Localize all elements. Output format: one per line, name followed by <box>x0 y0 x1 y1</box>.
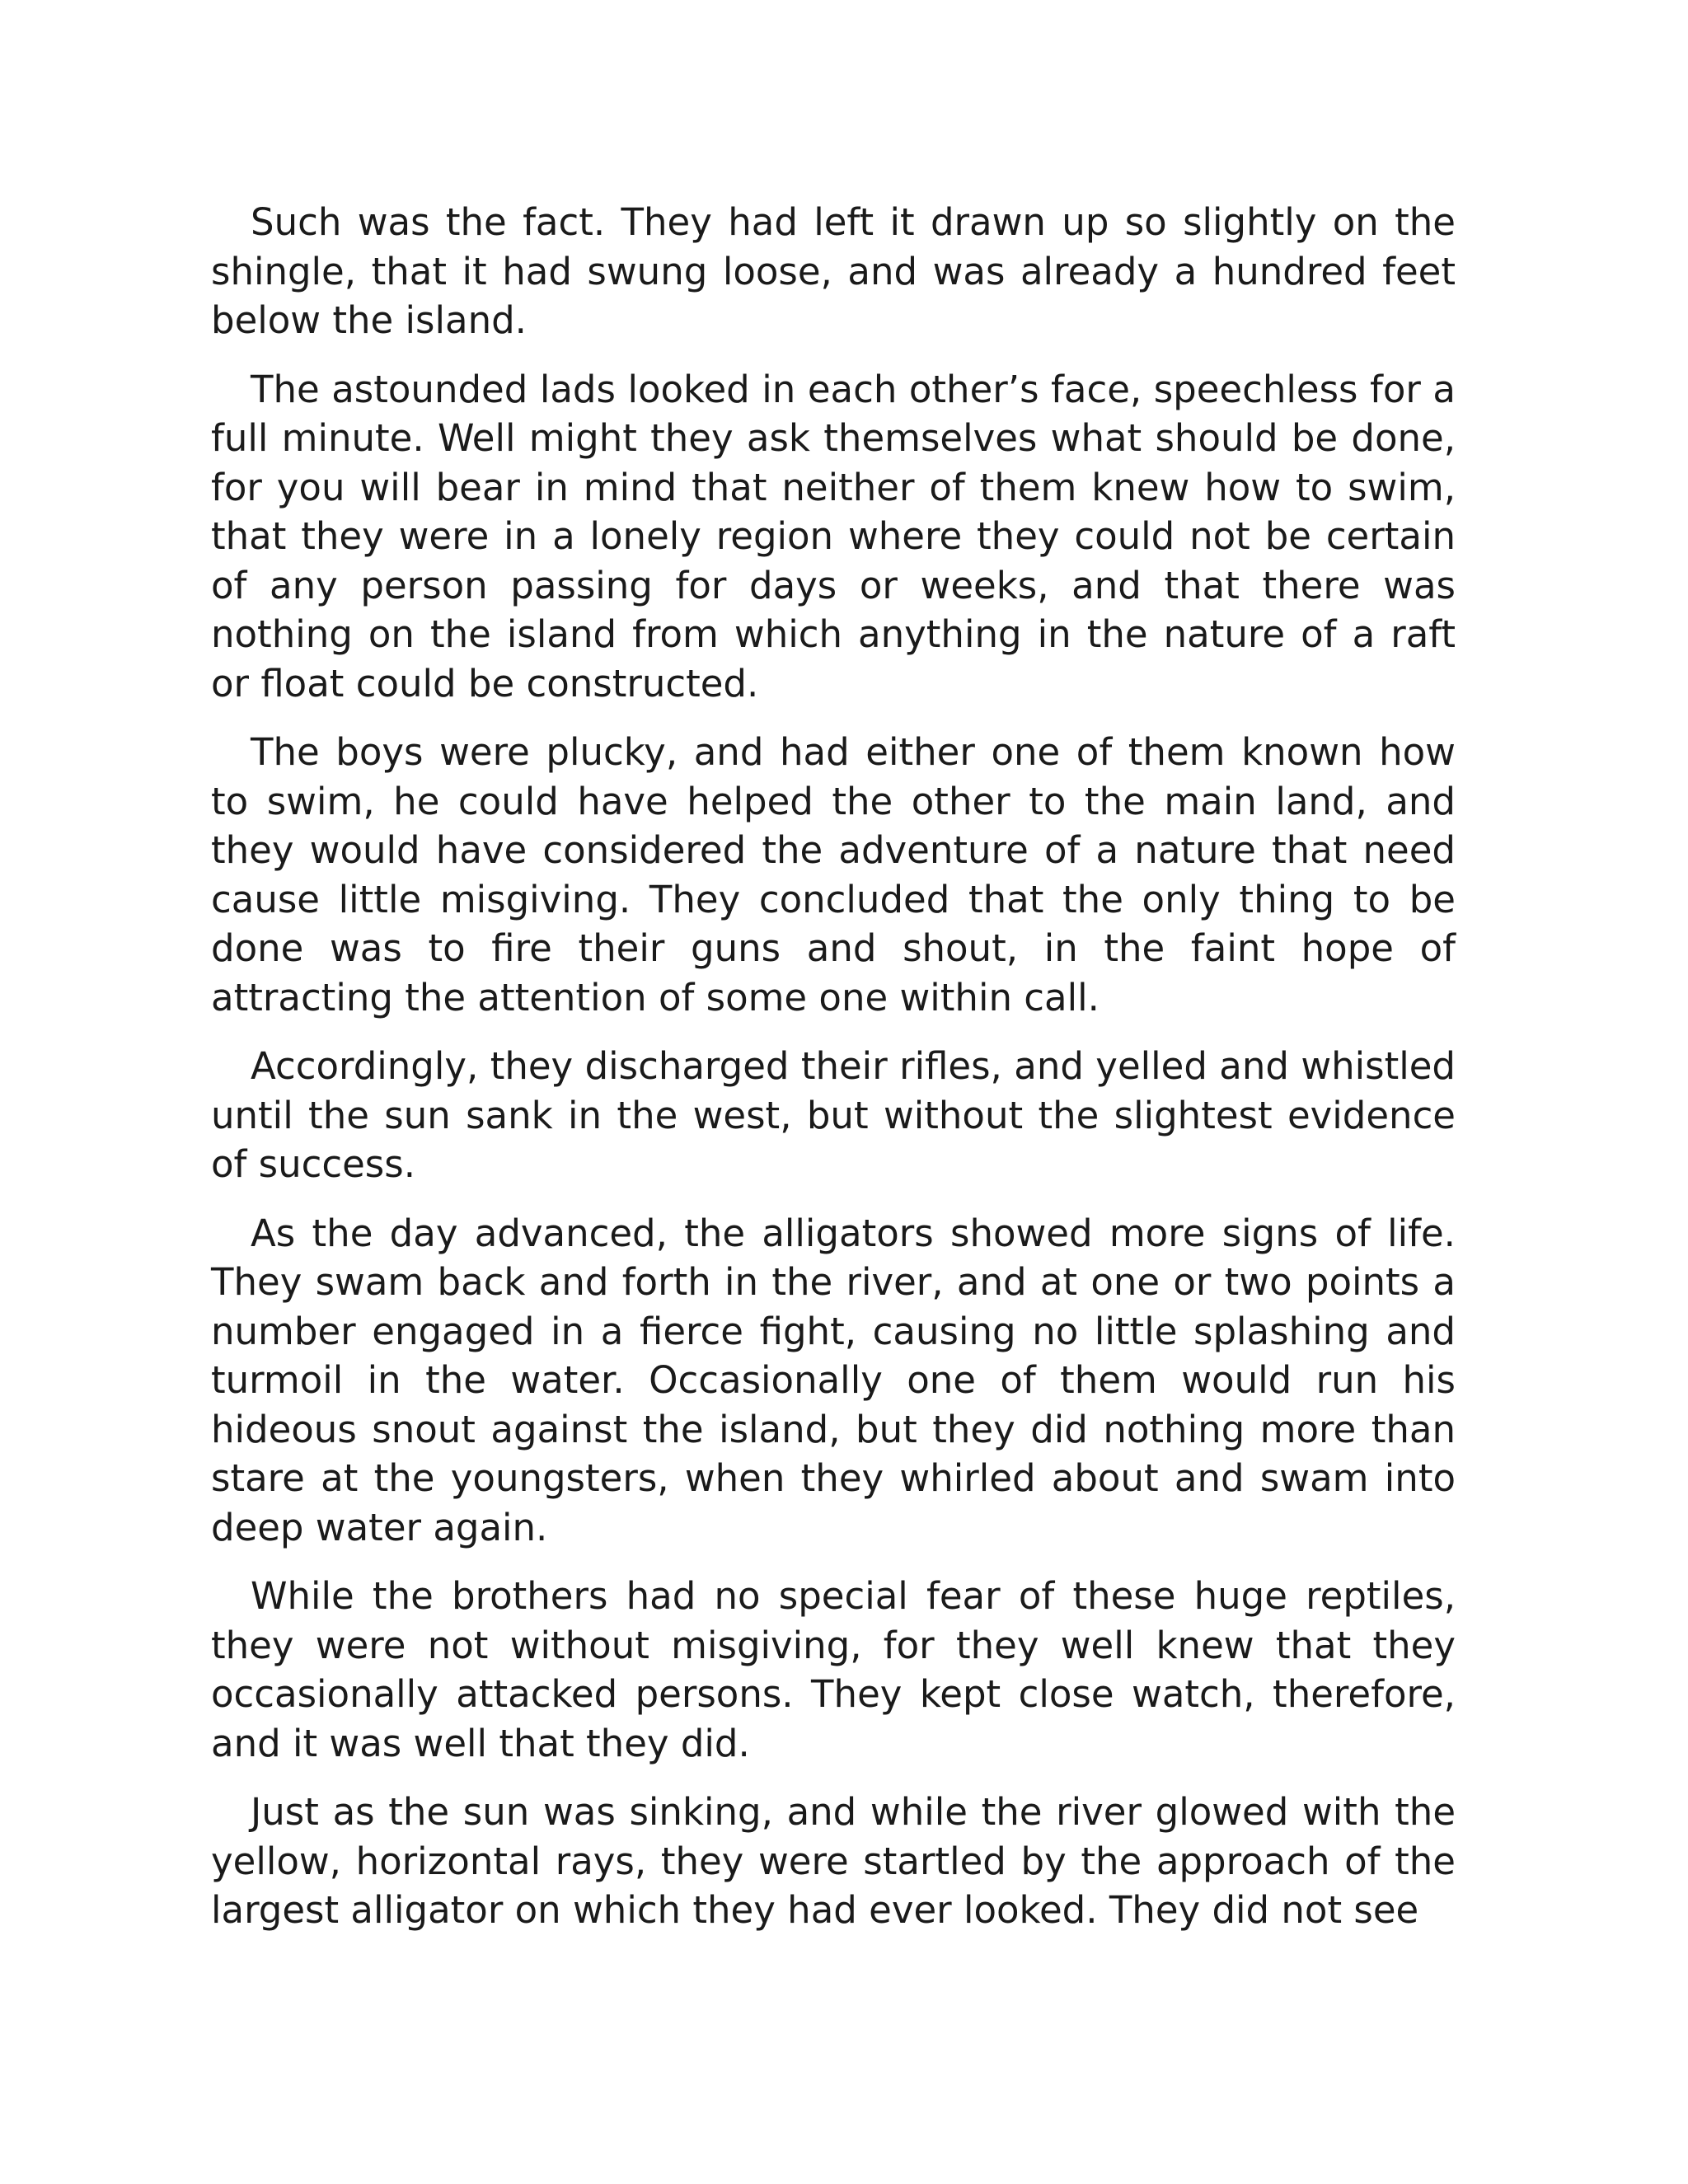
paragraph-7: Just as the sun was sinking, and while the river glowed with the yellow, horizontal rays, they were startled by the approach of the largest alligator on which they had ever looked. They did not see <box>211 1790 1456 1932</box>
paragraph-3: The boys were plucky, and had either one of them known how to swim, he could have helped the other to the main land, and they would have considered the adventure of a nature that need cause little misgiving. They concluded that the only thing to be done was to fire their guns and shout, in the faint hope of attracting the attention of some one within call. <box>211 730 1456 1019</box>
paragraph-5: As the day advanced, the alligators showed more signs of life. They swam back and forth in the river, and at one or two points a number engaged in a fierce fight, causing no little splashing and turmoil in the water. Occasionally one of them would run his hideous snout against the island, but they did nothing more than stare at the youngsters, when they whirled about and swam into deep water again. <box>211 1211 1456 1549</box>
paragraph-4: Accordingly, they discharged their rifles, and yelled and whistled until the sun sank in the west, but without the slightest evidence of success. <box>211 1044 1456 1186</box>
paragraph-1: Such was the fact. They had left it drawn up so slightly on the shingle, that it had swung loose, and was already a hundred feet below the island. <box>211 200 1456 342</box>
body-text <box>211 198 1456 1935</box>
paragraph-6: While the brothers had no special fear of these huge reptiles, they were not without misgiving, for they well knew that they occasionally attacked persons. They kept close watch, therefore, and it was well that they did. <box>211 1574 1456 1765</box>
paragraph-2: The astounded lads looked in each other’s face, speechless for a full minute. Well might they ask themselves what should be done, for you will bear in mind that neither of them knew how to swim, that they were in a lonely region where they could not be certain of any person passing for days or weeks, and that there was nothing on the island from which anything in the nature of a raft or float could be constructed. <box>211 367 1456 705</box>
